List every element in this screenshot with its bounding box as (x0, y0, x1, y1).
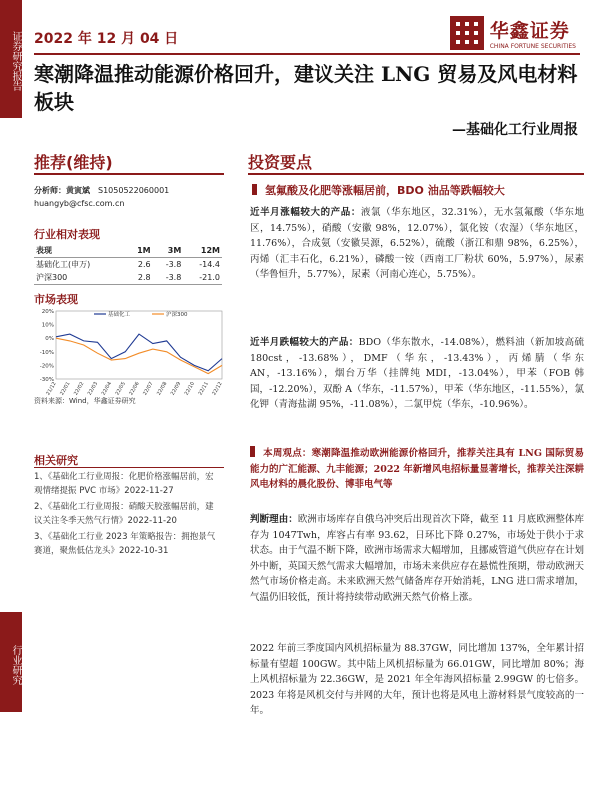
perf-cell: 2.8 (137, 273, 151, 282)
related-item[interactable]: 2、《基础化工行业周报：硝酸天胶涨幅居前，建议关注冬季天然气行情》2022-11-20 (34, 502, 214, 526)
wind-paragraph (250, 641, 584, 719)
y-tick-label: -30% (39, 377, 54, 383)
fall-text: BDO（华东散水，-14.08%），燃料油（新加坡高硫 180cst，-13.68%），DMF（华东，-13.43%），丙烯腈（华东 AN，-13.16%），烟台万华（挂牌纯 MDI，-13.04%），甲苯（FOB 韩国，-12.20%），双酚 A（华东，-11.57%），甲苯（华东地区，-11.55%），氯化钾（青海盐湖 95%，-11.08%），二氯甲烷（华东，-10.96%）。 (250, 337, 584, 410)
chart-source: 资料来源：Wind，华鑫证券研究 (34, 397, 136, 405)
legend-label: 沪深300 (166, 312, 188, 318)
x-tick-label: 22/02 (72, 381, 86, 397)
point1-title: 氢氟酸及化肥等涨幅居前，BDO 油品等跌幅较大 (265, 184, 505, 197)
perf-cell: -3.8 (165, 260, 182, 269)
company-logo (450, 16, 576, 50)
table-row (34, 271, 222, 285)
y-tick-label: -10% (39, 349, 54, 356)
analyst-info (34, 184, 222, 210)
report-date: 2022 年 12 月 04 日 (34, 31, 179, 47)
chart-frame (56, 311, 222, 379)
logo-english-name: CHINA FORTUNE SECURITIES (489, 43, 576, 50)
series-line-industry (56, 334, 222, 371)
x-tick-label: 22/06 (128, 381, 141, 397)
rating: 推荐(维持) (34, 153, 113, 172)
analyst-cert: S1050522060001 (98, 186, 170, 195)
x-tick-label: 22/12 (211, 381, 224, 397)
perf-header: 12M (200, 246, 220, 255)
x-tick-label: 22/09 (169, 381, 183, 397)
perf-cell: 基础化工(申万) (36, 260, 91, 269)
market-performance-title: 市场表现 (34, 293, 78, 306)
market-performance-chart (34, 305, 230, 405)
logo-mark-icon (450, 16, 484, 50)
view-label: 本周观点： (263, 448, 312, 459)
point1-heading (252, 182, 505, 198)
related-research-title: 相关研究 (34, 454, 78, 467)
perf-header: 表现 (36, 246, 52, 255)
x-tick-label: 21/12 (45, 381, 58, 397)
related-underline (34, 467, 224, 468)
x-tick-label: 22/10 (183, 381, 197, 397)
reason-paragraph (250, 512, 584, 605)
perf-cell: -3.8 (165, 273, 182, 282)
view-paragraph (250, 446, 584, 493)
perf-cell: 2.6 (137, 260, 151, 269)
rise-label: 近半月涨幅较大的产品： (250, 207, 361, 218)
relative-performance-title: 行业相对表现 (34, 228, 100, 241)
x-tick-label: 22/05 (114, 381, 127, 397)
performance-table (34, 244, 222, 285)
related-item[interactable]: 1、《基础化工行业周报：化肥价格涨幅居前，宏观情绪提振 PVC 市场》2022-11-27 (34, 472, 214, 496)
logo-chinese-name: 华鑫证券 (489, 20, 570, 42)
y-tick-label: 20% (41, 309, 54, 315)
analyst-name: 分析师：黄寅斌 (34, 186, 90, 195)
fall-paragraph (250, 335, 584, 413)
x-tick-label: 22/07 (142, 381, 155, 397)
legend-label: 基础化工 (108, 312, 131, 318)
x-tick-label: 22/04 (100, 381, 114, 397)
x-tick-label: 22/01 (59, 381, 72, 397)
analyst-email[interactable]: huangyb@cfsc.com.cn (34, 199, 125, 208)
x-tick-label: 22/08 (155, 381, 169, 397)
bullet-bar-icon (252, 184, 257, 195)
sidebar-report-type: 证券研究报告 (0, 0, 22, 118)
perf-cell: -14.4 (199, 260, 220, 269)
report-subtitle: —基础化工行业周报 (452, 122, 578, 138)
perf-cell: -21.0 (199, 273, 220, 282)
perf-cell: 沪深300 (36, 273, 68, 282)
view-text: 寒潮降温推动欧洲能源价格回升，推荐关注具有 LNG 国际贸易能力的广汇能源、九丰能源；2022 年新增风电招标量显著增长，推荐关注深耕风电材料的晨化股份、博菲电气等 (250, 448, 584, 490)
wind-text: 2022 年前三季度国内风机招标量为 88.37GW，同比增加 137%，全年累计招标量有望超 100GW。其中陆上风机招标量为 66.01GW，同比增加 80%；海上风机招标量为 22.36GW，是 2021 年全年海风招标量 2.99GW 的七倍多。2023 年将是风机交付与并网的大年，预计也将是风电上游材料景气度较高的一年。 (250, 643, 584, 716)
report-title: 寒潮降温推动能源价格回升，建议关注 LNG 贸易及风电材料板块 (34, 62, 578, 114)
perf-header: 1M (137, 246, 151, 255)
perf-header: 3M (167, 246, 182, 255)
fall-label: 近半月跌幅较大的产品： (250, 337, 359, 348)
investment-points-heading: 投资要点 (248, 153, 313, 172)
bullet-bar-icon (250, 446, 255, 457)
x-tick-label: 22/11 (197, 381, 210, 397)
y-tick-label: 10% (41, 322, 54, 329)
sidebar-category: 行业研究 (0, 612, 22, 712)
related-item[interactable]: 3、《基础化工行业 2023 年策略报告：拥抱景气赛道，聚焦低估龙头》2022-10-31 (34, 532, 216, 556)
series-line-csi300 (56, 338, 222, 373)
related-research-list (34, 470, 222, 560)
rise-text: 液氯（华东地区，32.31%），无水氢氟酸（华东地区，14.75%），硝酸（安徽 98%，12.07%），氯化铵（农湿）（华东地区，11.76%），合成氨（安徽吴源，6.52%），硫酸（浙江和鼎 98%，6.25%），丙烯（汇丰石化，6.21%），磷酸一铵（西南工厂粉状 60%，5.97%），尿素（华鲁恒升，5.77%），尿素（河南心连心，5.75%）。 (250, 207, 584, 280)
y-tick-label: 0% (45, 336, 54, 343)
header-divider (34, 53, 580, 55)
y-tick-label: -20% (39, 363, 54, 370)
x-tick-label: 22/03 (86, 381, 100, 397)
rise-paragraph (250, 205, 584, 283)
reason-label: 判断理由： (250, 514, 298, 525)
reason-text: 欧洲市场库存自俄乌冲突后出现首次下降，截至 11 月底欧洲整体库存为 1047Twh，库容占有率 93.62，日环比下降 0.27%，市场处于供小于求状态。由于气温不断下降，欧洲市场需求大幅增加，且挪威管道气供应存在计划外中断，英国天然气需求大幅增加，市场未来供应存在悬慌性预期，带动欧洲天然气市场价格走高。未来欧洲天然气储备库存开始消耗，LNG 进口需求增加，气温仍旧较低，预计将持续带动欧洲天然气价格上涨。 (250, 514, 584, 603)
table-row (34, 258, 222, 272)
investment-points-underline (248, 173, 584, 175)
rating-underline (34, 173, 224, 175)
sidebar (0, 0, 22, 800)
